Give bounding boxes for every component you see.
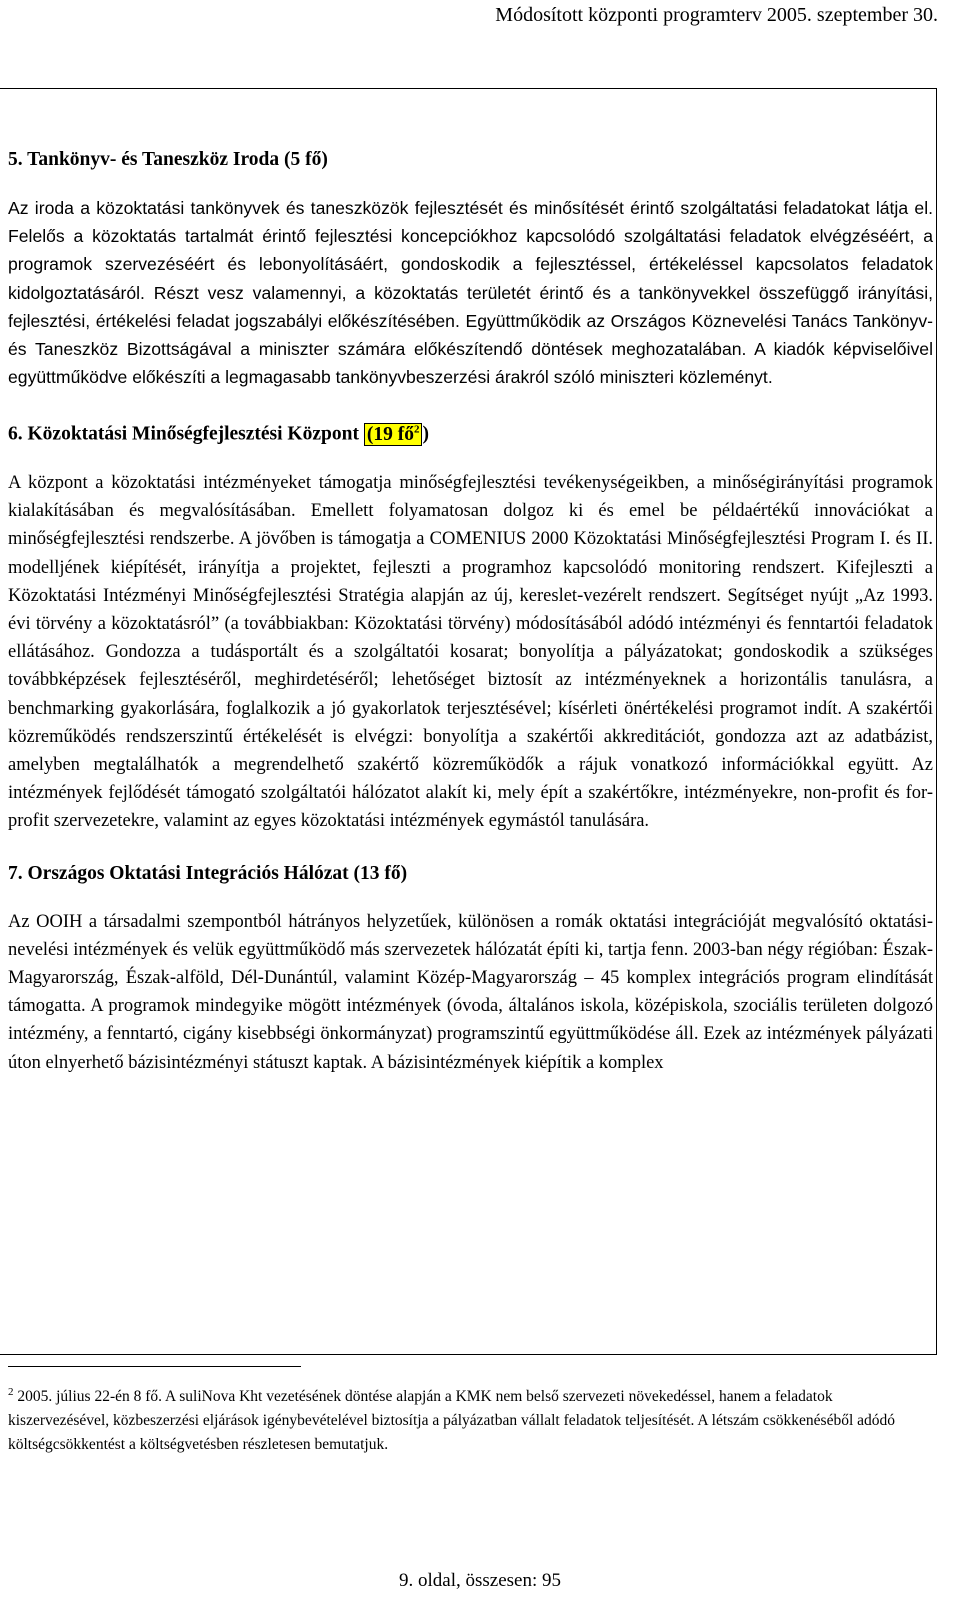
section-6-paragraph: A központ a közoktatási intézményeket támogatja minőségfejlesztési tevékenységeikben, a minőségirányítási programok kialakításában és megvalósításában. Emellett folyamatosan dolgoz ki és emel be példaértékű innovációkat a minőségfejlesztési rendszerbe. A jövőben is támogatja a COMENIUS 2000 Közoktatási Minőségfejlesztési Program I. és II. modelljének kiépítését, irányítja a projektet, fejleszti a programhoz kapcsolódó monitoring rendszert. Kifejleszti a Közoktatási Intézményi Minőségfejlesztési Stratégia alapján az új, kereslet-vezérelt rendszert. Segítséget nyújt „Az 1993. évi törvény a közoktatásról” (a továbbiakban: Közoktatási törvény) módosításából adódó intézményi és fenntartói feladatok ellátásához. Gondozza a tudásportált és a szolgáltatói kosarat; bonyolítja a pályázatokat; gondoskodik a szükséges továbbképzések fejlesztéséről, meghirdetéséről; lehetőséget biztosít az intézményeknek a horizontális tanulásra, a benchmarking gyakorlására, foglalkozik a jó gyakorlatok terjesztésével; kísérleti önértékelési programot indít. A szakértői közreműködés rendszerszintű értékelését is elvégzi: bonyolítja a szakértői akkreditációt, gondozza azt az adatbázist, amelyben megtalálhatók a megrendelhető szakértő közreműködők a rájuk vonatkozó információkkal együtt. Az intézmények fejlődését támogató szolgáltatói hálózatot alakít ki, mely épít a szakértőkre, intézményekre, non-profit és for-profit szervezetekre, valamint az egyes közoktatási intézmények egymástól tanulására.	[8, 472, 933, 832]
section-5-body-part2: Részt vesz valamennyi, a közoktatás területét érintő és a tankönyvekkel összefüggő irányítási, fejlesztési, értékelési feladat jogszabályi előkészítésében. Együttműködik az Országos Köznevelési Tanács Tankönyv- és Taneszköz Bizottságával a miniszter számára előkészítendő döntések meghozatalában. A kiadók képviselőivel együttműködve előkészíti a legmagasabb tankönyvbeszerzési árakról szóló miniszteri közleményt.	[8, 282, 933, 388]
footnote-number: 2	[8, 1386, 14, 1398]
section-7-heading: 7. Országos Oktatási Integrációs Hálózat (13 fő)	[8, 862, 408, 884]
heading-close: )	[422, 423, 429, 445]
section-5-text	[8, 194, 933, 391]
section-6-heading	[8, 417, 933, 447]
document-body	[8, 148, 933, 1097]
section-5-heading: 5. Tankönyv- és Taneszköz Iroda (5 fő)	[8, 149, 328, 170]
section-6-heading-text: 6. Közoktatási Minőségfejlesztési Központ	[8, 423, 364, 445]
footnote	[8, 1380, 928, 1457]
section-5-body-part1: Az iroda a közoktatási tankönyvek és taneszközök fejlesztését és minősítését érintő szolgáltatási feladatokat látja el. Felelős a közoktatás tartalmát érintő fejlesztési koncepciókhoz kapcsolódó szolgáltatási feladatok elvégzéséért, a programok szervezéséért és lebonyolításáért, gondoskodik a fejlesztéssel, értékeléssel kapcsolatos feladatok kidolgoztatásáról.	[8, 198, 933, 303]
section-7-paragraph: Az OOIH a társadalmi szempontból hátrányos helyzetűek, különösen a romák oktatási integrációját megvalósító oktatási-nevelési intézmények és velük együttműködő más szervezetek hálózatát építi ki, tartja fenn. 2003-ban négy régióban: Észak-Magyarország, Észak-alföld, Dél-Dunántúl, valamint Közép-Magyarország – 45 komplex integrációs program elindítását támogatta. A programok mindegyike mögött intézmények (óvoda, általános iskola, középiskola, szociális területen dolgozó intézmény, a fenntartó, cigány kisebbségi önkormányzat) programszintű együttműködése áll. Ezek az intézmények pályázati úton elnyerhető bázisintézményi státuszt kaptak. A bázisintézmények kiépítik a komplex	[8, 911, 933, 1073]
staff-count: (19 fő	[366, 423, 414, 445]
page-header: Módosított központi programterv 2005. szeptember 30.	[495, 4, 938, 26]
footnote-separator	[8, 1366, 301, 1367]
page-number: 9. oldal, összesen: 95	[398, 1570, 561, 1591]
staff-count-highlight	[364, 423, 423, 446]
footnote-text: 2005. július 22-én 8 fő. A suliNova Kht vezetésének döntése alapján a KMK nem belső szervezeti növekedéssel, hanem a feladatok kiszervezésével, közbeszerzési eljárások igénybevételével biztosítja a pályázatban vállalt feladatok teljesítését. A létszám csökkenéséből adódó költségcsökkentést a költségvetésben részletesen bemutatjuk.	[8, 1388, 896, 1454]
footnote-ref[interactable]: 2	[413, 423, 420, 436]
section-5-paragraph	[8, 194, 933, 391]
